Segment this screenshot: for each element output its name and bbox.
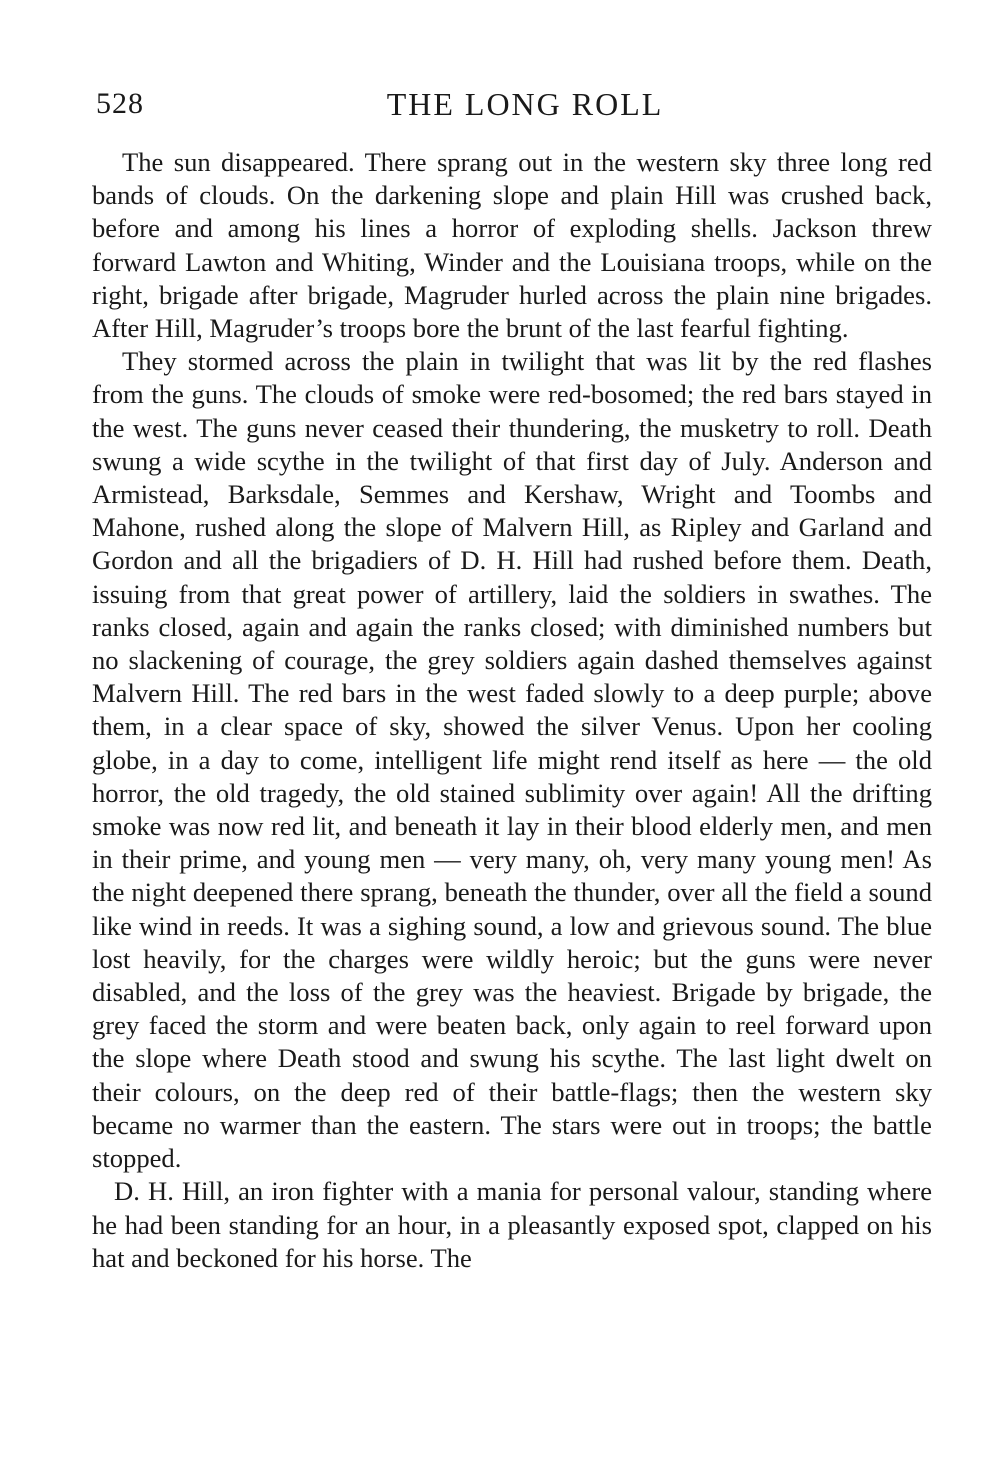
running-head <box>88 84 934 128</box>
book-title: THE LONG ROLL <box>386 86 664 122</box>
body-text <box>92 146 932 1275</box>
paragraph-sunset: The sun disappeared. There sprang out in the western sky three long red bands of clouds. On the darkening slope and plain Hill was crushed back, before and among his lines a horror of exploding shells. Jackson threw forward Lawton and Whiting, Winder and the Louisiana troops, while on the right, brigade after brigade, Magruder hurled across the plain nine brigades. After Hill, Magruder’s troops bore the brunt of the last fearful fighting. <box>92 147 932 344</box>
paragraph-battle: They stormed across the plain in twilight that was lit by the red flashes from the guns. The clouds of smoke were red-bosomed; the red bars stayed in the west. The guns never ceased their thundering, the musketry to roll. Death swung a wide scythe in the twilight of that first day of July. Anderson and Armistead, Barksdale, Semmes and Kershaw, Wright and Toombs and Mahone, rushed along the slope of Malvern Hill, as Ripley and Garland and Gordon and all the brigadiers of D. H. Hill had rushed before them. Death, issuing from that great power of artillery, laid the soldiers in swathes. The ranks closed, again and again the ranks closed; with diminished numbers but no slackening of courage, the grey soldiers again dashed themselves against Malvern Hill. The red bars in the west faded slowly to a deep purple; above them, in a clear space of sky, showed the silver Venus. Upon her cooling globe, in a day to come, intelligent life might rend itself as here — the old horror, the old tragedy, the old stained sublimity over again! All the drifting smoke was now red lit, and beneath it lay in their blood elderly men, and men in their prime, and young men — very many, oh, very many young men! As the night deepened there sprang, beneath the thunder, over all the field a sound like wind in reeds. It was a sighing sound, a low and grievous sound. The blue lost heavily, for the charges were wildly heroic; but the guns were never disabled, and the loss of the grey was the heaviest. Brigade by brigade, the grey faced the storm and were beaten back, only again to reel forward upon the slope where Death stood and swung his scythe. The last light dwelt on their colours, on the deep red of their battle-flags; then the western sky became no warmer than the eastern. The stars were out in troops; the battle stopped. <box>92 346 932 1174</box>
page-number: 528 <box>96 87 144 120</box>
paragraph-dh-hill: D. H. Hill, an iron fighter with a mania for personal valour, standing where he had been standing for an hour, in a pleasantly exposed spot, clapped on his hat and beckoned for his horse. The <box>92 1176 932 1273</box>
